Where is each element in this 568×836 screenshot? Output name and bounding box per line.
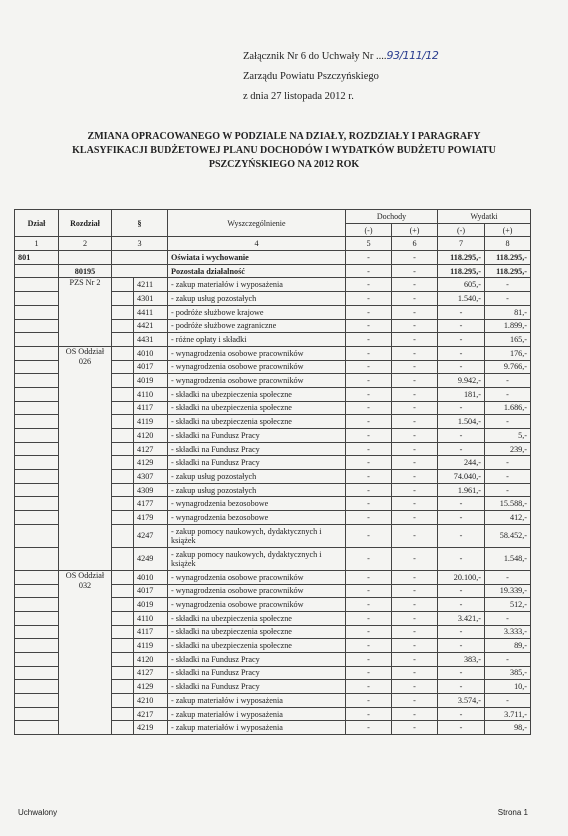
cell-wydatki-plus: 165,- <box>485 333 531 347</box>
cell-opis: - składki na Fundusz Pracy <box>168 429 346 443</box>
cell-wydatki-plus: - <box>485 292 531 306</box>
cell-dochody-plus: - <box>392 666 438 680</box>
cell-paragraf: 4117 <box>134 625 168 639</box>
cell-wydatki-minus: - <box>438 511 485 525</box>
cell-opis: - zakup usług pozostałych <box>168 470 346 484</box>
cell-opis: - składki na Fundusz Pracy <box>168 442 346 456</box>
cell-wydatki-plus: 89,- <box>485 639 531 653</box>
cell-opis: - wynagrodzenia osobowe pracowników <box>168 374 346 388</box>
document-title: ZMIANA OPRACOWANEGO W PODZIALE NA DZIAŁY, ROZDZIAŁY I PARAGRAFY KLASYFIKACJI BUDŻETOWEJ PLANU DOCHODÓW I WYDATKÓW BUDŻETU POWIATU PSZCZYŃSKIEGO NA 2012 ROK <box>72 131 496 170</box>
cell-dochody-minus: - <box>346 305 392 319</box>
cell-dzial <box>15 442 59 456</box>
cell-dzial <box>15 346 59 360</box>
cell-wydatki-plus: 3.333,- <box>485 625 531 639</box>
cell-dochody-plus: - <box>392 524 438 547</box>
cell-dzial <box>15 666 59 680</box>
cell-empty <box>112 292 134 306</box>
cell-dzial <box>15 680 59 694</box>
cell-wydatki-minus: - <box>438 497 485 511</box>
cell-dzial <box>15 707 59 721</box>
cell-empty <box>112 442 134 456</box>
cell-dochody-plus: - <box>392 497 438 511</box>
cell-dzial <box>15 360 59 374</box>
cell-opis: - podróże służbowe krajowe <box>168 305 346 319</box>
cell-paragraf: 4110 <box>134 611 168 625</box>
rozdzial-row: 80195 Pozostała działalność - - 118.295,- 118.295,- <box>15 264 531 278</box>
cell-paragraf: 4301 <box>134 292 168 306</box>
cell-paragraf: 4127 <box>134 666 168 680</box>
cell-dzial <box>15 584 59 598</box>
cell-wydatki-minus: - <box>438 524 485 547</box>
cell-dochody-plus: - <box>392 305 438 319</box>
cell-dochody-minus: - <box>346 415 392 429</box>
cell-opis: - wynagrodzenia osobowe pracowników <box>168 584 346 598</box>
col-header-wydatki: Wydatki <box>438 210 531 224</box>
cell-wydatki-minus: 74.040,- <box>438 470 485 484</box>
cell-dochody-minus: - <box>346 639 392 653</box>
cell-opis: - zakup materiałów i wyposażenia <box>168 278 346 292</box>
cell-dochody-minus: - <box>346 497 392 511</box>
column-number-row: 1 2 3 4 5 6 7 8 <box>15 237 531 251</box>
cell-opis: - zakup usług pozostałych <box>168 483 346 497</box>
cell-dochody-plus: - <box>392 598 438 612</box>
cell-dochody-plus: - <box>392 346 438 360</box>
table-row <box>15 278 531 292</box>
cell-paragraf: 4177 <box>134 497 168 511</box>
cell-dzial <box>15 652 59 666</box>
cell-opis: - składki na ubezpieczenia społeczne <box>168 625 346 639</box>
cell-wydatki-minus: 181,- <box>438 387 485 401</box>
table-row <box>15 346 531 360</box>
col-header-dochody: Dochody <box>346 210 438 224</box>
cell-wydatki-plus: - <box>485 387 531 401</box>
cell-dochody-plus: - <box>392 470 438 484</box>
table-body <box>15 237 531 735</box>
cell-wydatki-plus: - <box>485 652 531 666</box>
cell-empty <box>112 387 134 401</box>
cell-wydatki-plus: 9.766,- <box>485 360 531 374</box>
cell-dochody-minus: - <box>346 470 392 484</box>
cell-paragraf: 4120 <box>134 652 168 666</box>
cell-dochody-plus: - <box>392 639 438 653</box>
cell-dzial <box>15 511 59 525</box>
cell-dochody-plus: - <box>392 652 438 666</box>
cell-wydatki-minus: 1.961,- <box>438 483 485 497</box>
cell-dochody-minus: - <box>346 401 392 415</box>
cell-wydatki-minus: 605,- <box>438 278 485 292</box>
cell-opis: - wynagrodzenia osobowe pracowników <box>168 570 346 584</box>
cell-wydatki-minus: 383,- <box>438 652 485 666</box>
cell-opis: - wynagrodzenia bezosobowe <box>168 497 346 511</box>
cell-wydatki-plus: 81,- <box>485 305 531 319</box>
cell-paragraf: 4309 <box>134 483 168 497</box>
cell-wydatki-plus: - <box>485 278 531 292</box>
cell-dochody-plus: - <box>392 625 438 639</box>
cell-wydatki-minus: - <box>438 346 485 360</box>
cell-empty <box>112 666 134 680</box>
cell-opis: - zakup materiałów i wyposażenia <box>168 694 346 708</box>
cell-dochody-minus: - <box>346 721 392 735</box>
cell-empty <box>112 483 134 497</box>
handwritten-resolution-number: 93/111/12 <box>386 49 439 62</box>
cell-dzial <box>15 611 59 625</box>
cell-dochody-minus: - <box>346 346 392 360</box>
cell-empty <box>112 639 134 653</box>
cell-paragraf: 4019 <box>134 374 168 388</box>
cell-dochody-plus: - <box>392 547 438 570</box>
cell-dochody-plus: - <box>392 278 438 292</box>
cell-dochody-plus: - <box>392 319 438 333</box>
cell-paragraf: 4249 <box>134 547 168 570</box>
cell-opis: - wynagrodzenia bezosobowe <box>168 511 346 525</box>
cell-empty <box>112 611 134 625</box>
cell-dzial <box>15 305 59 319</box>
cell-dzial <box>15 694 59 708</box>
cell-dochody-minus: - <box>346 680 392 694</box>
cell-dzial <box>15 639 59 653</box>
cell-dochody-plus: - <box>392 707 438 721</box>
cell-dochody-plus: - <box>392 721 438 735</box>
cell-group-label: OS Oddział 026 <box>59 346 112 570</box>
cell-dzial <box>15 497 59 511</box>
cell-opis: - różne opłaty i składki <box>168 333 346 347</box>
cell-empty <box>112 415 134 429</box>
cell-wydatki-plus: 3.711,- <box>485 707 531 721</box>
col-header-opis: Wyszczególnienie <box>168 210 346 237</box>
cell-dochody-plus: - <box>392 694 438 708</box>
budget-table <box>14 209 531 735</box>
cell-dochody-minus: - <box>346 570 392 584</box>
cell-wydatki-minus: - <box>438 707 485 721</box>
cell-empty <box>112 584 134 598</box>
cell-wydatki-minus: - <box>438 442 485 456</box>
table-row <box>15 570 531 584</box>
cell-dochody-minus: - <box>346 694 392 708</box>
cell-empty <box>112 694 134 708</box>
cell-opis: - składki na ubezpieczenia społeczne <box>168 611 346 625</box>
cell-empty <box>112 547 134 570</box>
cell-dochody-minus: - <box>346 611 392 625</box>
cell-dzial <box>15 333 59 347</box>
cell-dzial <box>15 598 59 612</box>
cell-dochody-minus: - <box>346 456 392 470</box>
cell-paragraf: 4129 <box>134 456 168 470</box>
cell-dochody-plus: - <box>392 387 438 401</box>
cell-dochody-minus: - <box>346 319 392 333</box>
cell-paragraf: 4120 <box>134 429 168 443</box>
cell-dzial <box>15 570 59 584</box>
cell-paragraf: 4411 <box>134 305 168 319</box>
cell-empty <box>112 511 134 525</box>
cell-opis: - podróże służbowe zagraniczne <box>168 319 346 333</box>
cell-wydatki-plus: 512,- <box>485 598 531 612</box>
cell-wydatki-plus: - <box>485 694 531 708</box>
col-header-rozdzial: Rozdział <box>59 210 112 237</box>
cell-dochody-minus: - <box>346 387 392 401</box>
cell-dochody-minus: - <box>346 374 392 388</box>
cell-paragraf: 4217 <box>134 707 168 721</box>
cell-dochody-minus: - <box>346 584 392 598</box>
cell-wydatki-plus: - <box>485 611 531 625</box>
cell-dochody-minus: - <box>346 511 392 525</box>
cell-empty <box>112 721 134 735</box>
col-header-dochody-minus: (-) <box>346 223 392 237</box>
cell-dochody-minus: - <box>346 429 392 443</box>
cell-empty <box>112 652 134 666</box>
cell-opis: - składki na ubezpieczenia społeczne <box>168 387 346 401</box>
cell-wydatki-plus: 412,- <box>485 511 531 525</box>
cell-paragraf: 4247 <box>134 524 168 547</box>
cell-empty <box>112 524 134 547</box>
cell-empty <box>112 360 134 374</box>
cell-empty <box>112 401 134 415</box>
cell-group-label: PZS Nr 2 <box>59 278 112 346</box>
cell-wydatki-plus: 10,- <box>485 680 531 694</box>
cell-paragraf: 4210 <box>134 694 168 708</box>
cell-wydatki-minus: - <box>438 721 485 735</box>
cell-wydatki-plus: - <box>485 470 531 484</box>
header-line-3: z dnia 27 listopada 2012 r. <box>243 91 354 102</box>
cell-dzial <box>15 547 59 570</box>
cell-dochody-plus: - <box>392 374 438 388</box>
cell-empty <box>112 346 134 360</box>
cell-wydatki-minus: - <box>438 360 485 374</box>
cell-wydatki-minus: - <box>438 401 485 415</box>
cell-dochody-plus: - <box>392 611 438 625</box>
cell-dochody-minus: - <box>346 442 392 456</box>
cell-opis: - składki na ubezpieczenia społeczne <box>168 415 346 429</box>
cell-paragraf: 4129 <box>134 680 168 694</box>
cell-paragraf: 4219 <box>134 721 168 735</box>
cell-wydatki-plus: 98,- <box>485 721 531 735</box>
cell-empty <box>112 680 134 694</box>
cell-opis: - zakup pomocy naukowych, dydaktycznych i książek <box>168 547 346 570</box>
cell-empty <box>112 305 134 319</box>
cell-paragraf: 4110 <box>134 387 168 401</box>
cell-dochody-plus: - <box>392 401 438 415</box>
cell-dochody-minus: - <box>346 707 392 721</box>
cell-wydatki-plus: 239,- <box>485 442 531 456</box>
header-line-1: Załącznik Nr 6 do Uchwały Nr ....93/111/12 <box>243 49 439 62</box>
cell-empty <box>112 470 134 484</box>
cell-wydatki-minus: 3.421,- <box>438 611 485 625</box>
cell-paragraf: 4179 <box>134 511 168 525</box>
document-header <box>243 46 438 107</box>
cell-dzial <box>15 470 59 484</box>
cell-wydatki-minus: - <box>438 319 485 333</box>
cell-dzial <box>15 721 59 735</box>
cell-dochody-plus: - <box>392 584 438 598</box>
dzial-row: 801 Oświata i wychowanie - - 118.295,- 118.295,- <box>15 251 531 265</box>
header-row-1 <box>15 210 531 224</box>
cell-dochody-minus: - <box>346 652 392 666</box>
cell-paragraf: 4307 <box>134 470 168 484</box>
cell-wydatki-plus: - <box>485 415 531 429</box>
cell-dzial <box>15 456 59 470</box>
cell-wydatki-minus: - <box>438 547 485 570</box>
cell-empty <box>112 625 134 639</box>
cell-opis: - składki na ubezpieczenia społeczne <box>168 401 346 415</box>
cell-dzial <box>15 278 59 292</box>
cell-dzial <box>15 319 59 333</box>
cell-paragraf: 4117 <box>134 401 168 415</box>
cell-dzial <box>15 625 59 639</box>
cell-wydatki-minus: 244,- <box>438 456 485 470</box>
cell-dochody-minus: - <box>346 625 392 639</box>
cell-wydatki-plus: 15.588,- <box>485 497 531 511</box>
cell-paragraf: 4431 <box>134 333 168 347</box>
cell-dochody-plus: - <box>392 483 438 497</box>
cell-empty <box>112 707 134 721</box>
cell-wydatki-plus: 176,- <box>485 346 531 360</box>
cell-wydatki-plus: - <box>485 570 531 584</box>
cell-dzial <box>15 401 59 415</box>
cell-dochody-plus: - <box>392 429 438 443</box>
cell-wydatki-minus: - <box>438 598 485 612</box>
cell-wydatki-plus: - <box>485 483 531 497</box>
cell-wydatki-minus: 1.540,- <box>438 292 485 306</box>
cell-wydatki-plus: 1.899,- <box>485 319 531 333</box>
cell-dochody-minus: - <box>346 547 392 570</box>
cell-opis: - składki na Fundusz Pracy <box>168 666 346 680</box>
cell-opis: - zakup materiałów i wyposażenia <box>168 707 346 721</box>
cell-empty <box>112 570 134 584</box>
cell-dochody-minus: - <box>346 333 392 347</box>
col-header-dzial: Dział <box>15 210 59 237</box>
cell-paragraf: 4211 <box>134 278 168 292</box>
cell-paragraf: 4119 <box>134 415 168 429</box>
cell-opis: - zakup materiałów i wyposażenia <box>168 721 346 735</box>
cell-wydatki-minus: - <box>438 333 485 347</box>
cell-dochody-plus: - <box>392 511 438 525</box>
cell-paragraf: 4017 <box>134 584 168 598</box>
cell-opis: - zakup usług pozostałych <box>168 292 346 306</box>
footer-page-number: Strona 1 <box>497 808 528 817</box>
cell-dochody-minus: - <box>346 598 392 612</box>
cell-wydatki-minus: 9.942,- <box>438 374 485 388</box>
col-header-wydatki-minus: (-) <box>438 223 485 237</box>
cell-wydatki-plus: 1.686,- <box>485 401 531 415</box>
cell-paragraf: 4421 <box>134 319 168 333</box>
cell-wydatki-minus: 20.100,- <box>438 570 485 584</box>
cell-empty <box>112 374 134 388</box>
cell-dzial <box>15 374 59 388</box>
cell-dochody-plus: - <box>392 442 438 456</box>
cell-dochody-minus: - <box>346 292 392 306</box>
cell-dzial <box>15 483 59 497</box>
cell-dochody-plus: - <box>392 456 438 470</box>
cell-empty <box>112 278 134 292</box>
cell-dochody-plus: - <box>392 333 438 347</box>
cell-wydatki-plus: 385,- <box>485 666 531 680</box>
cell-wydatki-minus: - <box>438 429 485 443</box>
cell-paragraf: 4119 <box>134 639 168 653</box>
cell-dochody-plus: - <box>392 360 438 374</box>
cell-wydatki-minus: - <box>438 680 485 694</box>
cell-opis: - składki na Fundusz Pracy <box>168 680 346 694</box>
cell-wydatki-plus: 5,- <box>485 429 531 443</box>
cell-paragraf: 4127 <box>134 442 168 456</box>
cell-dochody-plus: - <box>392 570 438 584</box>
cell-opis: - składki na Fundusz Pracy <box>168 652 346 666</box>
cell-paragraf: 4010 <box>134 570 168 584</box>
cell-dzial <box>15 415 59 429</box>
cell-wydatki-plus: 19.339,- <box>485 584 531 598</box>
cell-wydatki-minus: 3.574,- <box>438 694 485 708</box>
cell-wydatki-minus: - <box>438 666 485 680</box>
col-header-dochody-plus: (+) <box>392 223 438 237</box>
cell-paragraf: 4017 <box>134 360 168 374</box>
cell-dochody-minus: - <box>346 524 392 547</box>
footer-status: Uchwalony <box>18 808 58 817</box>
cell-empty <box>112 319 134 333</box>
cell-dochody-minus: - <box>346 278 392 292</box>
cell-opis: - składki na Fundusz Pracy <box>168 456 346 470</box>
cell-wydatki-minus: - <box>438 625 485 639</box>
cell-opis: - wynagrodzenia osobowe pracowników <box>168 360 346 374</box>
cell-group-label: OS Oddział 032 <box>59 570 112 734</box>
cell-opis: - wynagrodzenia osobowe pracowników <box>168 598 346 612</box>
cell-empty <box>112 429 134 443</box>
cell-opis: - wynagrodzenia osobowe pracowników <box>168 346 346 360</box>
cell-opis: - składki na ubezpieczenia społeczne <box>168 639 346 653</box>
col-header-wydatki-plus: (+) <box>485 223 531 237</box>
cell-wydatki-minus: - <box>438 584 485 598</box>
cell-dochody-plus: - <box>392 415 438 429</box>
cell-dochody-minus: - <box>346 360 392 374</box>
cell-empty <box>112 456 134 470</box>
cell-empty <box>112 333 134 347</box>
cell-wydatki-minus: - <box>438 305 485 319</box>
cell-paragraf: 4019 <box>134 598 168 612</box>
cell-paragraf: 4010 <box>134 346 168 360</box>
col-header-paragraf: § <box>112 210 168 237</box>
cell-wydatki-plus: - <box>485 374 531 388</box>
cell-dochody-minus: - <box>346 666 392 680</box>
cell-dzial <box>15 429 59 443</box>
cell-dochody-minus: - <box>346 483 392 497</box>
cell-dochody-plus: - <box>392 292 438 306</box>
cell-empty <box>112 497 134 511</box>
cell-wydatki-minus: 1.504,- <box>438 415 485 429</box>
cell-wydatki-minus: - <box>438 639 485 653</box>
cell-dzial <box>15 524 59 547</box>
cell-dzial <box>15 387 59 401</box>
cell-opis: - zakup pomocy naukowych, dydaktycznych i książek <box>168 524 346 547</box>
cell-wydatki-plus: - <box>485 456 531 470</box>
cell-wydatki-plus: 58.452,- <box>485 524 531 547</box>
cell-wydatki-plus: 1.548,- <box>485 547 531 570</box>
cell-empty <box>112 598 134 612</box>
cell-dzial <box>15 292 59 306</box>
cell-dochody-plus: - <box>392 680 438 694</box>
header-line-2: Zarządu Powiatu Pszczyńskiego <box>243 71 379 82</box>
